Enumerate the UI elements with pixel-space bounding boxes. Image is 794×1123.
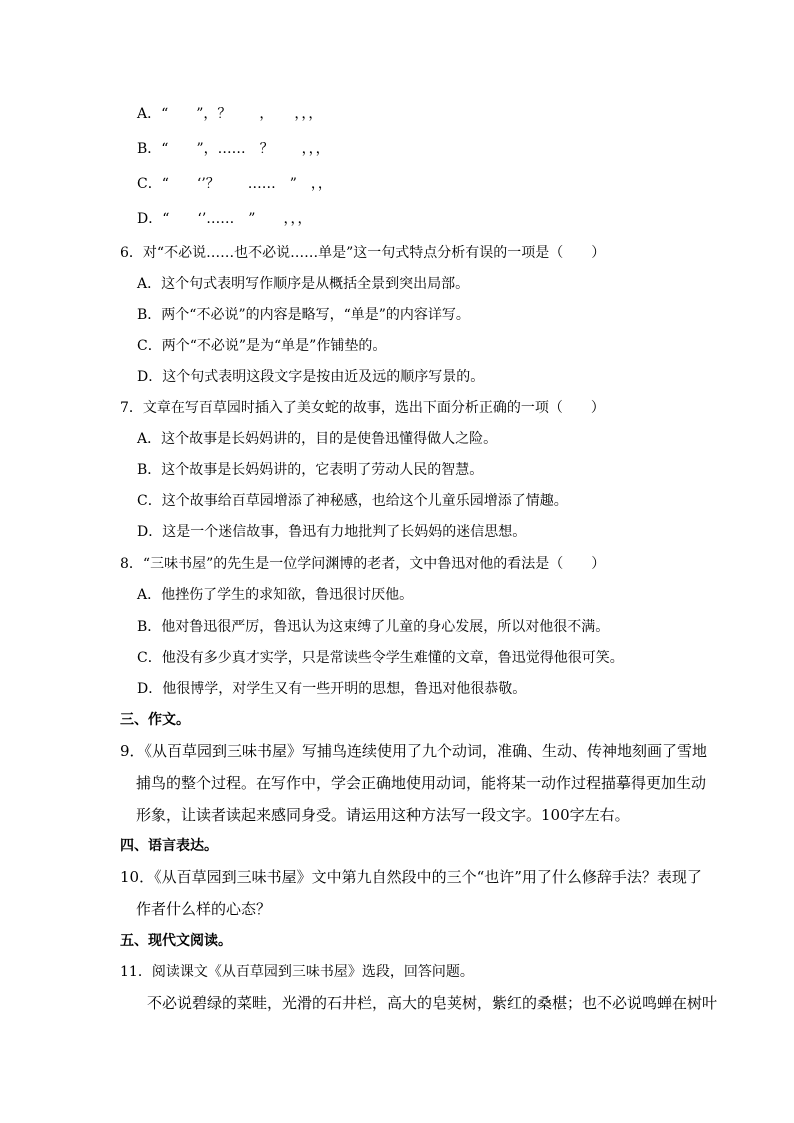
section-heading-language-expression: 四、语言表达。 <box>120 838 218 854</box>
q7-option-b: B．这个故事是长妈妈讲的，它表明了劳动人民的智慧。 <box>137 462 484 478</box>
q10-line-1: 10．《从百草园到三味书屋》文中第九自然段中的三个“也许”用了什么修辞手法？表现了 <box>120 868 702 886</box>
q6-stem: 6．对“不必说……也不必说……单是”这一句式特点分析有误的一项是（ ） <box>120 245 606 261</box>
q6-option-a: A．这个句式表明写作顺序是从概括全景到突出局部。 <box>137 276 470 292</box>
q7-option-a: A．这个故事是长妈妈讲的，目的是使鲁迅懂得做人之险。 <box>137 431 498 447</box>
section-heading-modern-reading: 五、现代文阅读。 <box>120 933 232 949</box>
q10-line-2: 作者什么样的心态？ <box>136 900 272 918</box>
q6-option-b: B．两个“不必说”的内容是略写，“单是”的内容详写。 <box>137 307 470 323</box>
section-heading-composition: 三、作文。 <box>120 712 190 728</box>
q6-option-c: C．两个“不必说”是为“单是”作铺垫的。 <box>137 338 387 354</box>
q7-option-c: C．这个故事给百草园增添了神秘感，也给这个儿童乐园增添了情趣。 <box>137 493 568 509</box>
q9-line-2: 捕鸟的整个过程。在写作中，学会正确地使用动词，能将某一动作过程描摹得更加生动 <box>136 774 707 792</box>
q11-stem: 11．阅读课文《从百草园到三味书屋》选段，回答问题。 <box>120 964 474 980</box>
q6-option-d: D．这个句式表明这段文字是按由近及远的顺序写景的。 <box>137 369 485 385</box>
q5-option-d: D．“ ‘’…… ” ，，， <box>137 211 312 227</box>
q8-stem: 8．“三味书屋”的先生是一位学问渊博的老者，文中鲁迅对他的看法是（ ） <box>120 556 606 572</box>
q5-option-c: C．“ ‘’？ …… ” ，， <box>137 176 332 192</box>
q11-passage: 不必说碧绿的菜畦，光滑的石井栏，高大的皂荚树，紫红的桑椹；也不必说鸣蝉在树叶 <box>147 994 718 1012</box>
q8-option-a: A．他挫伤了学生的求知欲，鲁迅很讨厌他。 <box>137 587 414 603</box>
q8-option-b: B．他对鲁迅很严厉，鲁迅认为这束缚了儿童的身心发展，所以对他很不满。 <box>137 619 610 635</box>
q8-option-d: D．他很博学，对学生又有一些开明的思想，鲁迅对他很恭敬。 <box>137 681 527 697</box>
q8-option-c: C．他没有多少真才实学，只是常读些令学生难懂的文章，鲁迅觉得他很可笑。 <box>137 650 624 666</box>
q9-line-3: 形象，让读者读起来感同身受。请运用这种方法写一段文字。100字左右。 <box>136 806 630 824</box>
q5-option-b: B．“ ”，…… ？ ，，， <box>137 141 330 157</box>
q7-stem: 7．文章在写百草园时插入了美女蛇的故事，选出下面分析正确的一项（ ） <box>120 400 605 416</box>
q5-option-a: A．“ ”，？ ， ，，， <box>137 106 323 122</box>
q9-line-1: 9．《从百草园到三味书屋》写捕鸟连续使用了九个动词，准确、生动、传神地刻画了雪地 <box>120 742 708 760</box>
q7-option-d: D．这是一个迷信故事，鲁迅有力地批判了长妈妈的迷信思想。 <box>137 524 527 540</box>
